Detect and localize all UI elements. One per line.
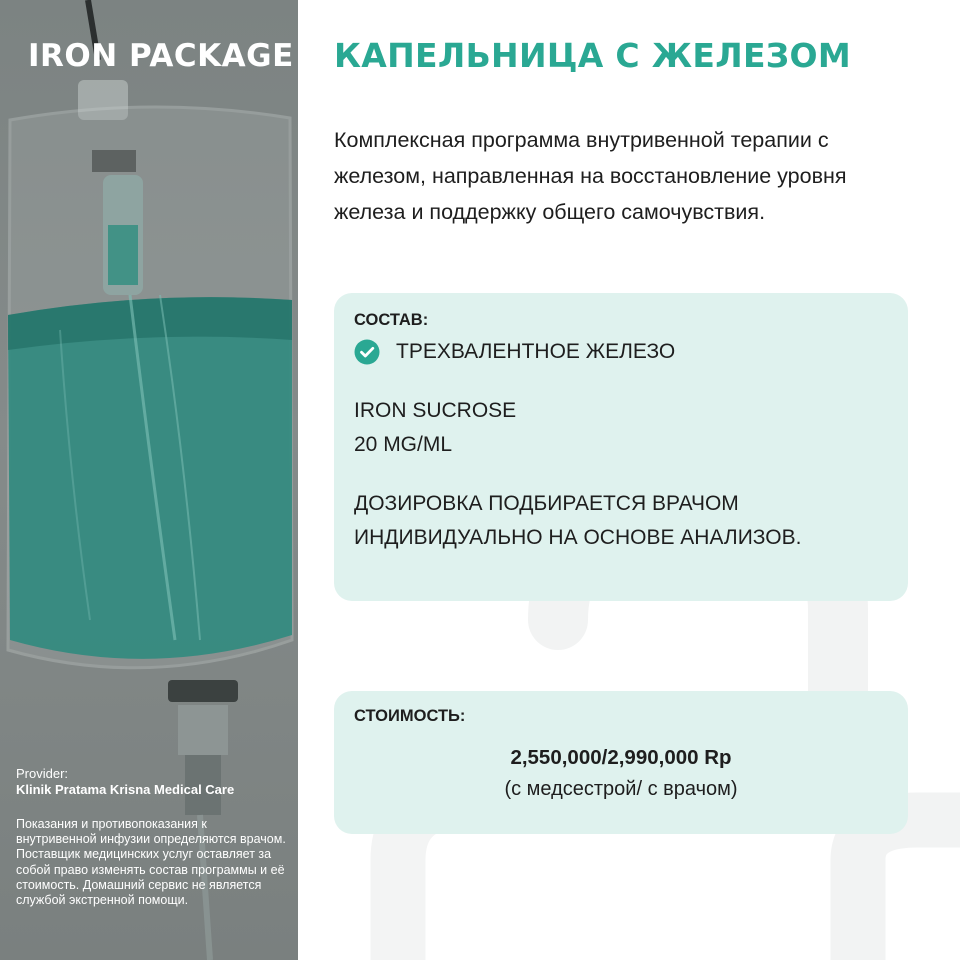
disclaimer-text: Показания и противопоказания к внутривенной инфузии определяются врачом. Поставщик медицинских услуг оставляет за собой право изменять состав программы и её стоимость. Домашний сервис не является службой экстренной помощи.: [16, 817, 286, 908]
provider-label: Provider:: [16, 766, 69, 781]
program-description: Комплексная программа внутривенной терапии с железом, направленная на восстановление уровня железа и поддержку общего самочувствия.: [334, 128, 847, 224]
price-card: [334, 691, 908, 834]
substance-name: IRON SUCROSE: [354, 399, 517, 422]
provider-info: [16, 766, 286, 798]
price-note: (с медсестрой/ с врачом): [504, 778, 738, 800]
package-title: IRON PACKAGE: [28, 38, 294, 74]
dosage-note-line1: ДОЗИРОВКА ПОДБИРАЕТСЯ ВРАЧОМ: [354, 492, 739, 515]
concentration: 20 MG/ML: [354, 433, 453, 456]
dosage-note-line2: ИНДИВИДУАЛЬНО НА ОСНОВЕ АНАЛИЗОВ.: [354, 526, 802, 549]
composition-item-label: ТРЕХВАЛЕНТНОЕ ЖЕЛЕЗО: [396, 340, 676, 363]
composition-card: [334, 293, 908, 601]
provider-name: Klinik Pratama Krisna Medical Care: [16, 782, 235, 797]
composition-item: [354, 339, 675, 365]
page-title: КАПЕЛЬНИЦА С ЖЕЛЕЗОМ: [334, 36, 852, 75]
price-label: СТОИМОСТЬ:: [354, 707, 466, 725]
price-amount: 2,550,000/2,990,000 Rp: [510, 746, 732, 769]
check-circle-icon: [354, 339, 380, 365]
composition-label: СОСТАВ:: [354, 311, 429, 329]
iv-bag-illustration: [0, 0, 298, 960]
left-photo-panel: [0, 0, 298, 960]
